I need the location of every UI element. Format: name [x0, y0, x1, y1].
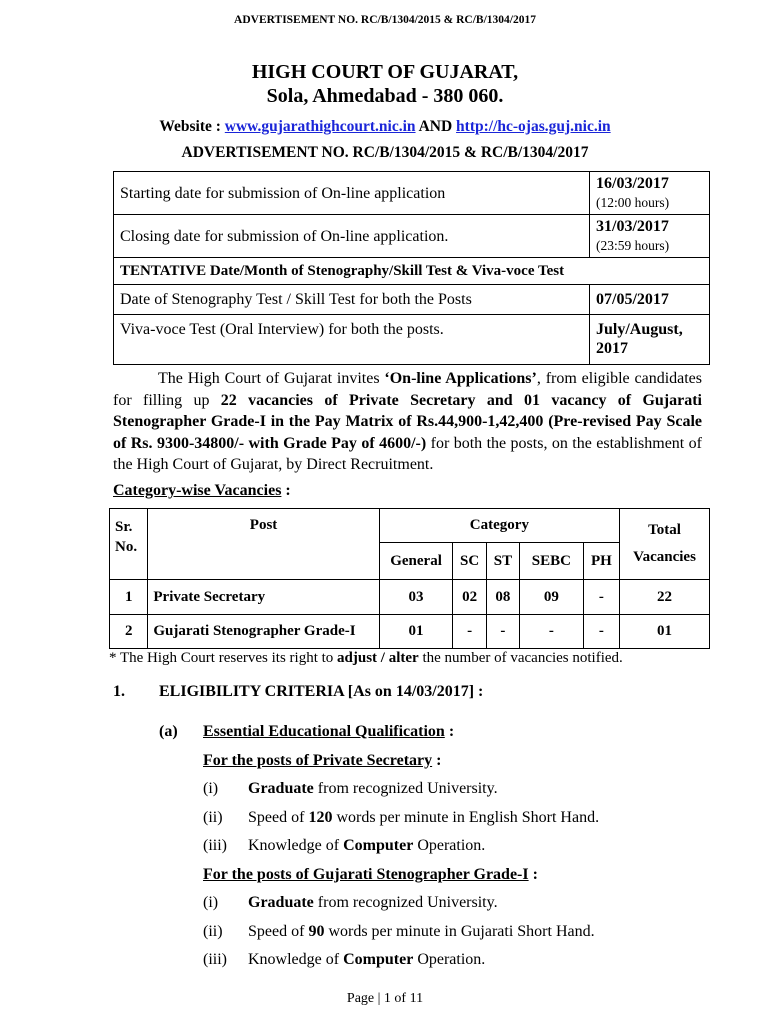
important-dates-table: [113, 171, 710, 365]
list-item: (iii) Knowledge of Computer Operation.: [203, 837, 486, 854]
col-general: General: [379, 543, 453, 580]
court-name: HIGH COURT OF GUJARAT,: [251, 61, 519, 83]
start-time: (12:00 hours): [596, 195, 670, 210]
ps-heading: For the posts of Private Secretary :: [203, 751, 442, 769]
start-date-label: Starting date for submission of On-line application: [114, 172, 590, 215]
website-label: Website :: [159, 118, 221, 135]
intro-paragraph: [113, 368, 702, 476]
top-advertisement-number: ADVERTISEMENT NO. RC/B/1304/2015 & RC/B/1304/2017: [234, 14, 536, 26]
website-link-2[interactable]: http://hc-ojas.guj.nic.in: [456, 118, 611, 135]
viva-test-label: Viva-voce Test (Oral Interview) for both the posts.: [114, 315, 590, 365]
col-post: Post: [148, 509, 379, 580]
vacancy-note: * The High Court reserves its right to adjust / alter the number of vacancies notified.: [109, 650, 623, 666]
viva-test-date-line-1: July/August,: [596, 321, 683, 338]
viva-test-date-line-2: 2017: [596, 340, 628, 357]
close-date-label: Closing date for submission of On-line application.: [114, 215, 590, 258]
table-header-row: [110, 509, 710, 543]
section-number: 1.: [113, 683, 125, 700]
table-row: [114, 315, 710, 365]
close-time: (23:59 hours): [596, 238, 670, 253]
steno-test-label: Date of Stenography Test / Skill Test for both the Posts: [114, 285, 590, 315]
vacancies-table: [109, 508, 710, 649]
qualification-block: [159, 718, 599, 975]
website-joiner: AND: [418, 118, 453, 135]
section-title: ELIGIBILITY CRITERIA [As on 14/03/2017] :: [159, 683, 484, 700]
list-item: (ii) Speed of 90 words per minute in Gujarati Short Hand.: [203, 922, 595, 940]
list-item: (iii) Knowledge of Computer Operation.: [203, 951, 486, 968]
intro-text-1: The High Court of Gujarat invites: [158, 370, 385, 387]
table-row: [114, 258, 710, 285]
court-heading: [0, 60, 770, 108]
intro-text-2: ‘On-line Applications’: [384, 370, 537, 387]
steno-test-date: 07/05/2017: [590, 285, 710, 315]
col-ph: PH: [583, 543, 619, 580]
close-date-cell: [590, 215, 710, 258]
section-eligibility-heading: [113, 683, 483, 701]
website-line: [0, 118, 770, 136]
gs-heading: For the posts of Gujarati Stenographer Grade-I :: [203, 865, 538, 883]
vacancies-heading: Category-wise Vacancies :: [113, 482, 291, 499]
intro-text-4: 22 vacancies of Private Secretary and 01 vacancy of Gujarati Stenographer Grade-I in the Pay Matrix of Rs.44,900-1,42,400 (Pre-revised Pay Scale of Rs. 9300-34800/- with Grade Pay of 4600/-): [113, 391, 703, 452]
court-address: Sola, Ahmedabad - 380 060.: [266, 85, 504, 107]
start-date-cell: [590, 172, 710, 215]
close-date: 31/03/2017: [596, 218, 669, 235]
table-row: [114, 215, 710, 258]
intro-text-5: for both the posts, on the establishment of the High Court of Gujarat, by Direct Recruitment.: [113, 434, 703, 474]
viva-test-date-cell: [590, 315, 710, 365]
list-item: (i) Graduate from recognized University.: [203, 894, 498, 911]
col-total: Total Vacancies: [620, 509, 710, 580]
table-row: 2 Gujarati Stenographer Grade-I 01 - - - - 01: [110, 615, 710, 649]
table-row: [114, 285, 710, 315]
website-link-1[interactable]: www.gujarathighcourt.nic.in: [224, 118, 416, 135]
intro-text-3: , from eligible candidates for filling up: [113, 370, 703, 409]
list-item: (i) Graduate from recognized University.: [203, 780, 498, 797]
start-date: 16/03/2017: [596, 175, 669, 192]
col-st: ST: [486, 543, 519, 580]
col-sr: Sr. No.: [110, 509, 148, 580]
col-sebc: SEBC: [520, 543, 584, 580]
qualification-heading: (a) Essential Educational Qualification :: [159, 723, 455, 740]
advertisement-number: ADVERTISEMENT NO. RC/B/1304/2015 & RC/B/1304/2017: [181, 144, 589, 161]
col-category: Category: [379, 509, 619, 543]
page-number: Page | 1 of 11: [346, 991, 424, 1006]
col-sc: SC: [453, 543, 486, 580]
table-row: [114, 172, 710, 215]
table-row: 1 Private Secretary 03 02 08 09 - 22: [110, 580, 710, 615]
tentative-heading: TENTATIVE Date/Month of Stenography/Skill Test & Viva-voce Test: [114, 258, 710, 285]
list-item: (ii) Speed of 120 words per minute in English Short Hand.: [203, 808, 600, 826]
